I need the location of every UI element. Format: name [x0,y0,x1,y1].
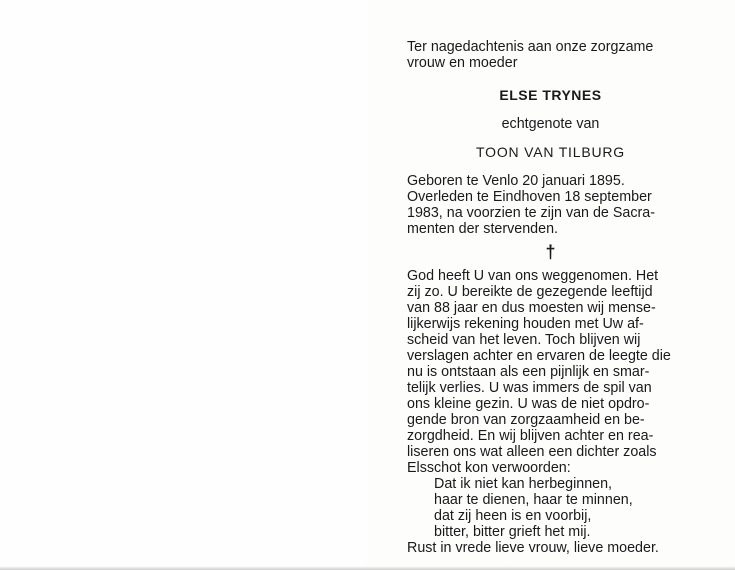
card-text-panel [407,39,694,556]
bio-block [407,173,694,237]
message-line: zorgdheid. En wij blijven achter en rea- [407,428,654,444]
message-line: gende bron van zorgzaamheid en be- [407,412,645,428]
spouse-name: TOON VAN TILBURG [476,144,625,160]
blank-left-panel [0,0,367,570]
dedication-line-1: Ter nagedachtenis aan onze zorgzame [407,39,654,55]
poem-line: Dat ik niet kan herbeginnen, [434,476,613,492]
poem-line: dat zij heen is en voorbij, [434,508,592,524]
message-line: ons kleine gezin. U was de niet opdro- [407,396,650,412]
poem-line: bitter, bitter grieft het mij. [434,524,591,540]
message-line: Elsschot kon verwoorden: [407,460,571,476]
message-line: lijkerwijs rekening houden met Uw af- [407,316,644,332]
bio-line: menten der stervenden. [407,221,559,237]
bio-line: Geboren te Venlo 20 januari 1895. [407,173,625,189]
dedication-line-2: vrouw en moeder [407,55,518,71]
message-line: scheid van het leven. Toch blijven wij [407,332,641,348]
message-line: verslagen achter en ervaren de leegte die [407,348,671,364]
message-line: van 88 jaar en dus moesten wij mense- [407,300,656,316]
closing-line: Rust in vrede lieve vrouw, lieve moeder. [407,540,659,556]
message-line: God heeft U van ons weggenomen. Het [407,268,659,284]
message-line: liseren ons wat alleen een dichter zoals [407,444,657,460]
cross-icon: † [545,242,556,262]
bio-line: 1983, na voorzien te zijn van de Sacra- [407,205,655,221]
spouse-intro: echtgenote van [501,116,600,132]
poem-block [407,476,694,540]
message-block [407,268,694,476]
message-line: telijk verlies. U was immers de spil van [407,380,652,396]
bio-line: Overleden te Eindhoven 18 september [407,189,652,205]
deceased-name: ELSE TRYNES [499,87,602,103]
poem-line: haar te dienen, haar te minnen, [434,492,633,508]
card-bottom-edge [0,566,735,570]
message-line: zij zo. U bereikte de gezegende leeftijd [407,284,653,300]
message-line: nu is ontstaan als een pijnlijk en smar- [407,364,650,380]
